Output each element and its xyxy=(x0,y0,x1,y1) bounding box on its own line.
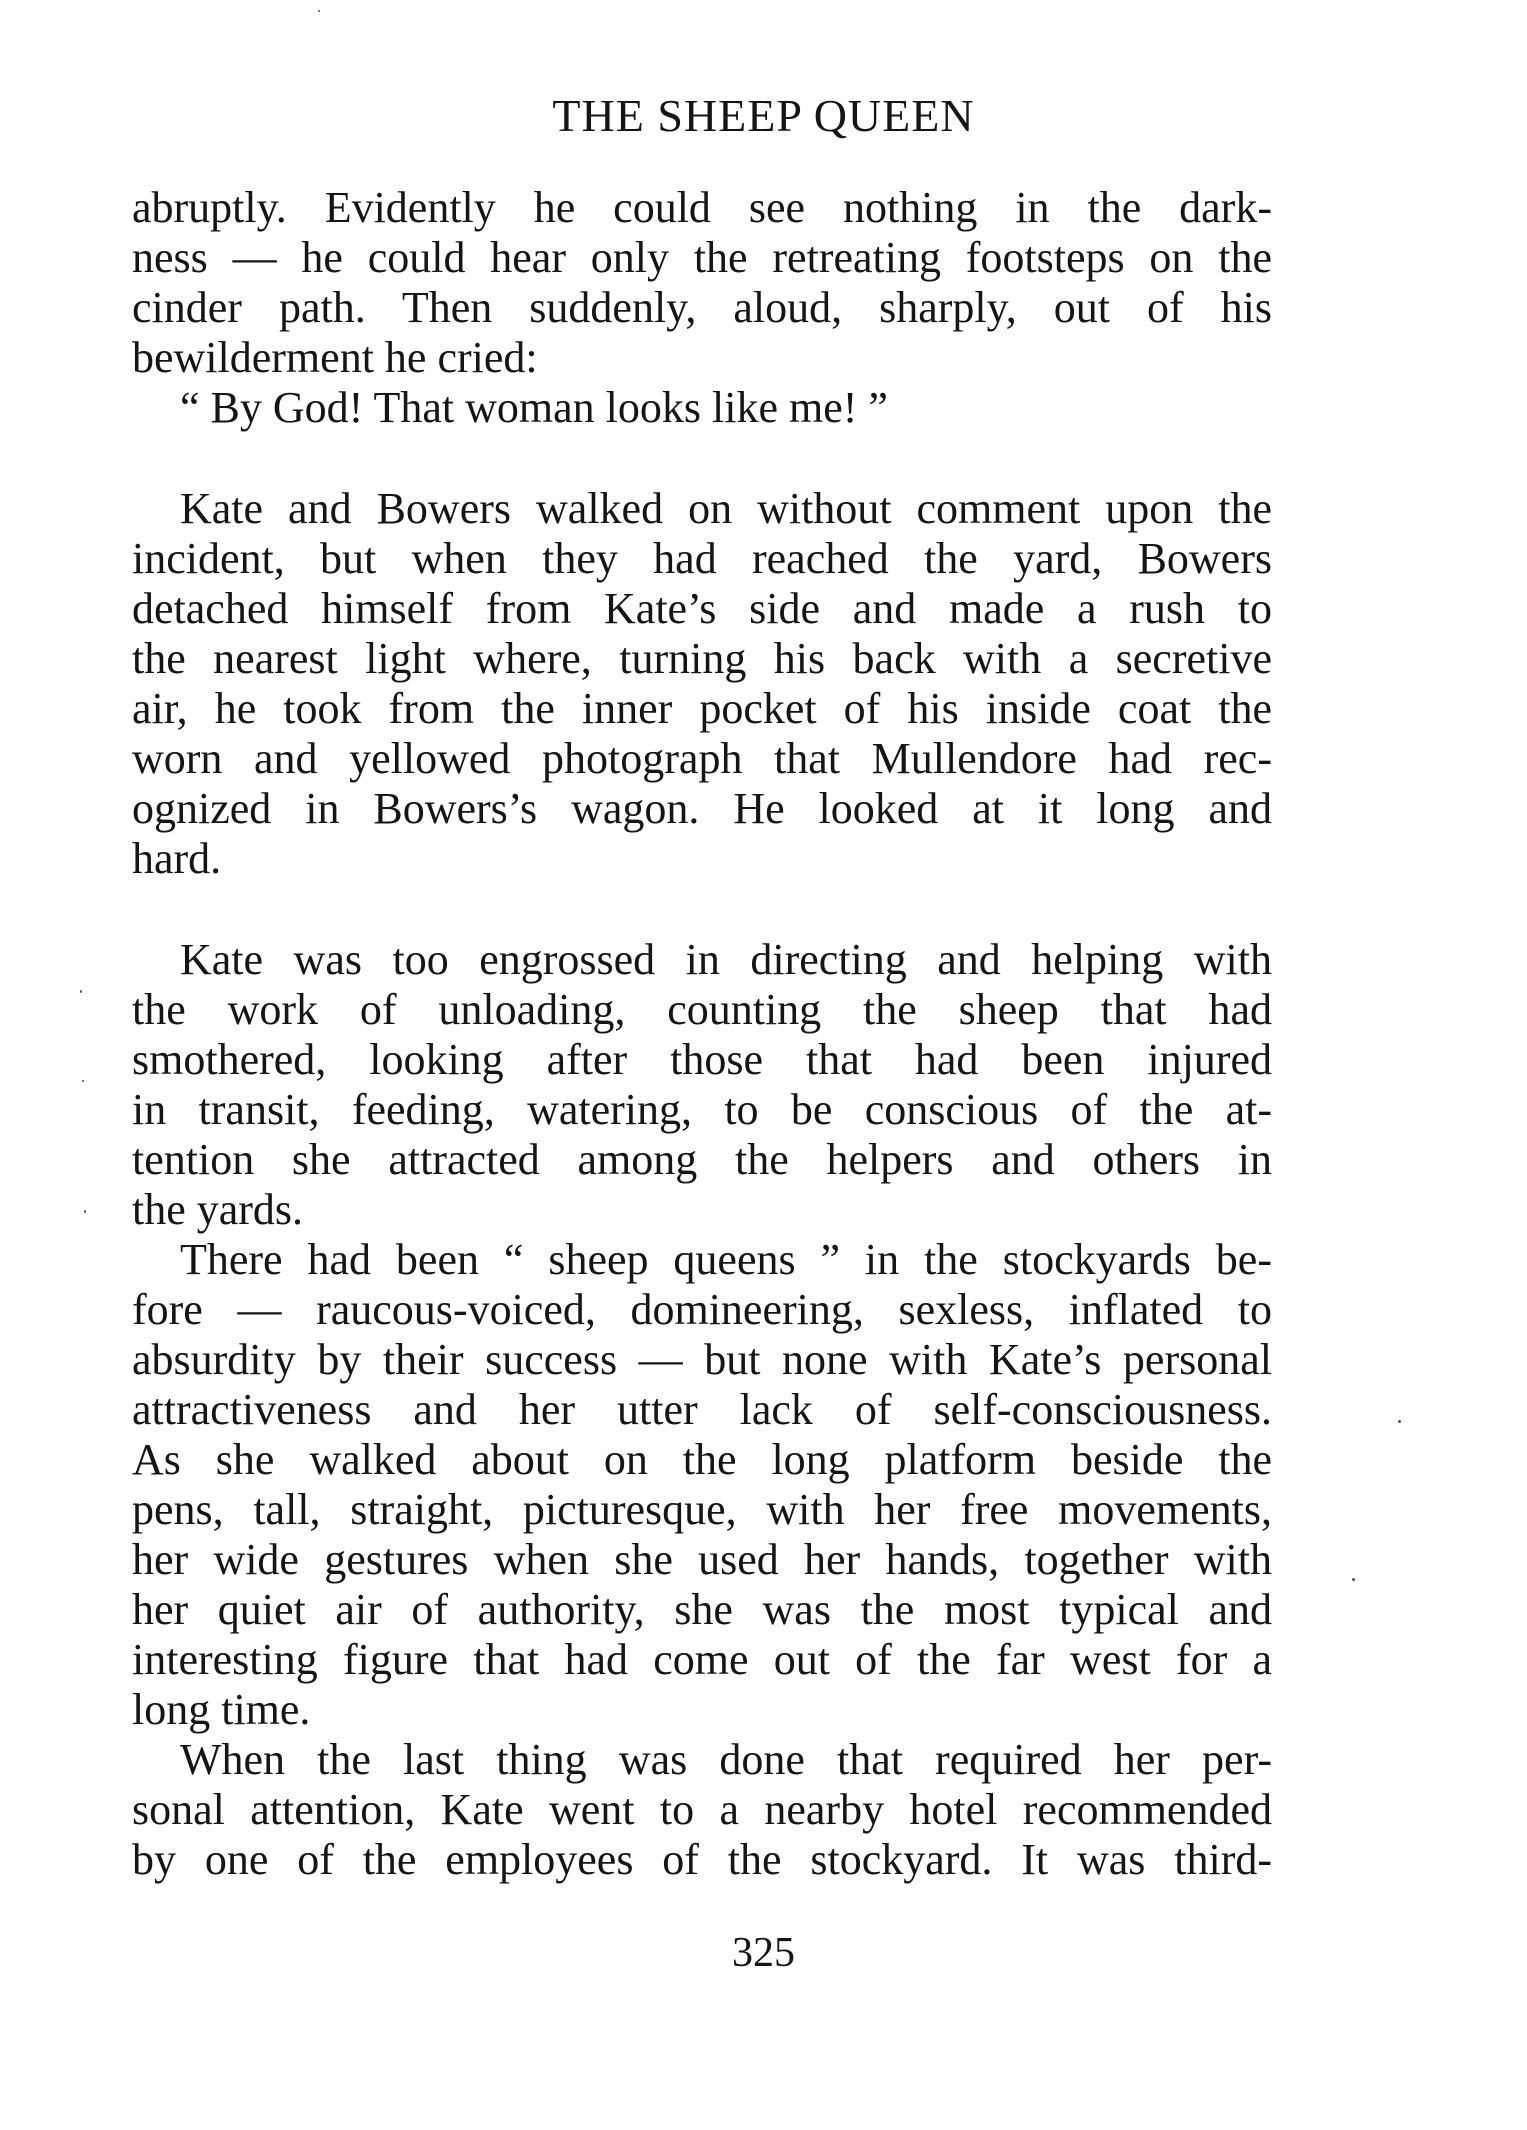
text-line: long time. xyxy=(132,1685,311,1734)
text-line: absurdity by their success — but none with Kate’s personal xyxy=(132,1335,1272,1384)
paragraph-block-3 xyxy=(132,935,1272,1885)
scan-speck xyxy=(1398,1420,1401,1423)
text-line: worn and yellowed photograph that Mullendore had rec- xyxy=(132,734,1272,783)
scan-speck xyxy=(84,1210,86,1213)
scan-speck xyxy=(1352,1578,1355,1581)
text-line: “ By God! That woman looks like me! ” xyxy=(180,383,888,432)
text-line: ognized in Bowers’s wagon. He looked at it long and xyxy=(132,784,1272,833)
text-line: tention she attracted among the helpers and others in xyxy=(132,1135,1272,1184)
running-head: THE SHEEP QUEEN xyxy=(552,90,975,141)
scan-speck xyxy=(82,1080,84,1082)
text-line: cinder path. Then suddenly, aloud, sharply, out of his xyxy=(132,283,1272,332)
text-line: the yards. xyxy=(132,1185,304,1234)
page-number: 325 xyxy=(732,1930,795,1976)
text-line: the nearest light where, turning his back with a secretive xyxy=(132,634,1272,683)
text-line: Kate and Bowers walked on without comment upon the xyxy=(180,484,1272,533)
text-line: When the last thing was done that required her per- xyxy=(180,1735,1272,1784)
text-line: by one of the employees of the stockyard. It was third- xyxy=(132,1835,1272,1884)
text-line: the work of unloading, counting the sheep that had xyxy=(132,985,1272,1034)
paragraph-block-1 xyxy=(132,183,1272,433)
scan-speck xyxy=(318,10,320,12)
text-line: hard. xyxy=(132,834,222,883)
text-line: ness — he could hear only the retreating footsteps on the xyxy=(132,233,1272,282)
text-line: her quiet air of authority, she was the most typical and xyxy=(132,1585,1272,1634)
text-line: incident, but when they had reached the yard, Bowers xyxy=(132,534,1272,583)
text-line: pens, tall, straight, picturesque, with her free movements, xyxy=(132,1485,1272,1534)
text-line: attractiveness and her utter lack of self-consciousness. xyxy=(132,1385,1272,1434)
text-line: fore — raucous-voiced, domineering, sexless, inflated to xyxy=(132,1285,1272,1334)
text-line: air, he took from the inner pocket of his inside coat the xyxy=(132,684,1272,733)
text-line: in transit, feeding, watering, to be conscious of the at- xyxy=(132,1085,1272,1134)
text-line: As she walked about on the long platform beside the xyxy=(132,1435,1272,1484)
text-line: sonal attention, Kate went to a nearby hotel recommended xyxy=(132,1785,1272,1834)
text-line: Kate was too engrossed in directing and helping with xyxy=(180,935,1272,984)
scan-speck xyxy=(80,990,82,993)
text-line: detached himself from Kate’s side and made a rush to xyxy=(132,584,1272,633)
text-line: her wide gestures when she used her hands, together with xyxy=(132,1535,1272,1584)
paragraph-block-2 xyxy=(132,484,1272,884)
text-line: smothered, looking after those that had been injured xyxy=(132,1035,1272,1084)
text-line: interesting figure that had come out of the far west for a xyxy=(132,1635,1272,1684)
text-line: abruptly. Evidently he could see nothing in the dark- xyxy=(132,183,1272,232)
text-line: There had been “ sheep queens ” in the stockyards be- xyxy=(180,1235,1272,1284)
text-line: bewilderment he cried: xyxy=(132,333,538,382)
